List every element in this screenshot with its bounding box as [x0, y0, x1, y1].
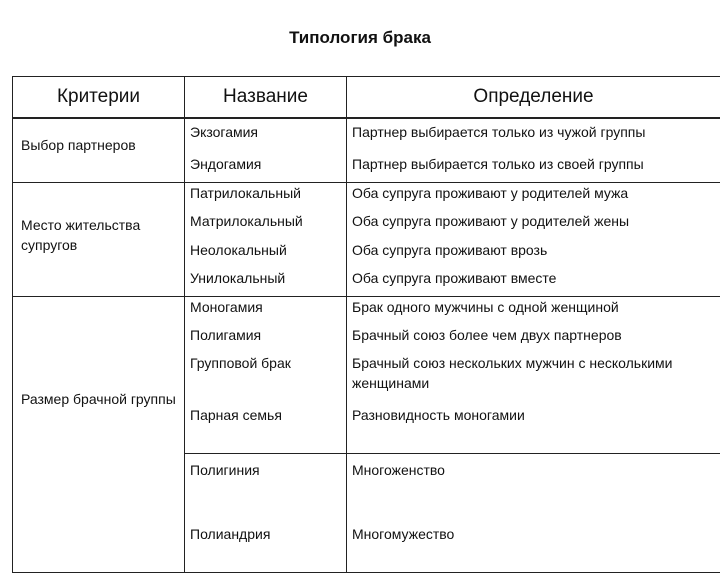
- criterion-label: Выбор партнеров: [21, 119, 179, 155]
- type-definition: Брачный союз более чем двух партнеров: [347, 325, 720, 353]
- type-name: Неолокальный: [185, 240, 347, 268]
- type-definition: Партнер выбирается только из своей группы: [347, 150, 720, 183]
- criterion-residence: [13, 183, 185, 297]
- type-definition: Оба супруга проживают вместе: [347, 268, 720, 297]
- type-definition: Брачный союз нескольких мужчин с несколькими женщинами: [347, 353, 720, 399]
- type-name: Эндогамия: [185, 150, 347, 183]
- type-name: Моногамия: [185, 297, 347, 326]
- type-name: Парная семья: [185, 399, 347, 454]
- criterion-label: Размер брачной группы: [21, 297, 179, 409]
- type-definition: Оба супруга проживают у родителей мужа: [347, 183, 720, 212]
- type-name: Матрилокальный: [185, 211, 347, 240]
- header-definition: Определение: [347, 77, 720, 119]
- header-criteria: Критерии: [13, 77, 185, 119]
- type-definition: Оба супруга проживают у родителей жены: [347, 211, 720, 240]
- type-definition: Партнер выбирается только из чужой группы: [347, 118, 720, 150]
- type-definition: Брак одного мужчины с одной женщиной: [347, 297, 720, 326]
- type-definition: Многомужество: [347, 504, 720, 573]
- type-name: Унилокальный: [185, 268, 347, 297]
- criterion-label: Место жительства супругов: [21, 183, 179, 255]
- marriage-typology-table: [12, 76, 720, 573]
- type-name: Патрилокальный: [185, 183, 347, 212]
- type-name: Экзогамия: [185, 118, 347, 150]
- criterion-partner-choice: [13, 118, 185, 183]
- type-name: Полигиния: [185, 454, 347, 505]
- table-row: [13, 118, 720, 150]
- table-row: [13, 183, 720, 212]
- type-definition: Оба супруга проживают врозь: [347, 240, 720, 268]
- page-title: Типология брака: [0, 28, 720, 48]
- criterion-group-size: [13, 297, 185, 573]
- type-name: Групповой брак: [185, 353, 347, 399]
- type-definition: Разновидность моногамии: [347, 399, 720, 454]
- type-name: Полигамия: [185, 325, 347, 353]
- type-definition: Многоженство: [347, 454, 720, 505]
- header-name: Название: [185, 77, 347, 119]
- table-header-row: [13, 77, 720, 119]
- type-name: Полиандрия: [185, 504, 347, 573]
- table-row: [13, 297, 720, 326]
